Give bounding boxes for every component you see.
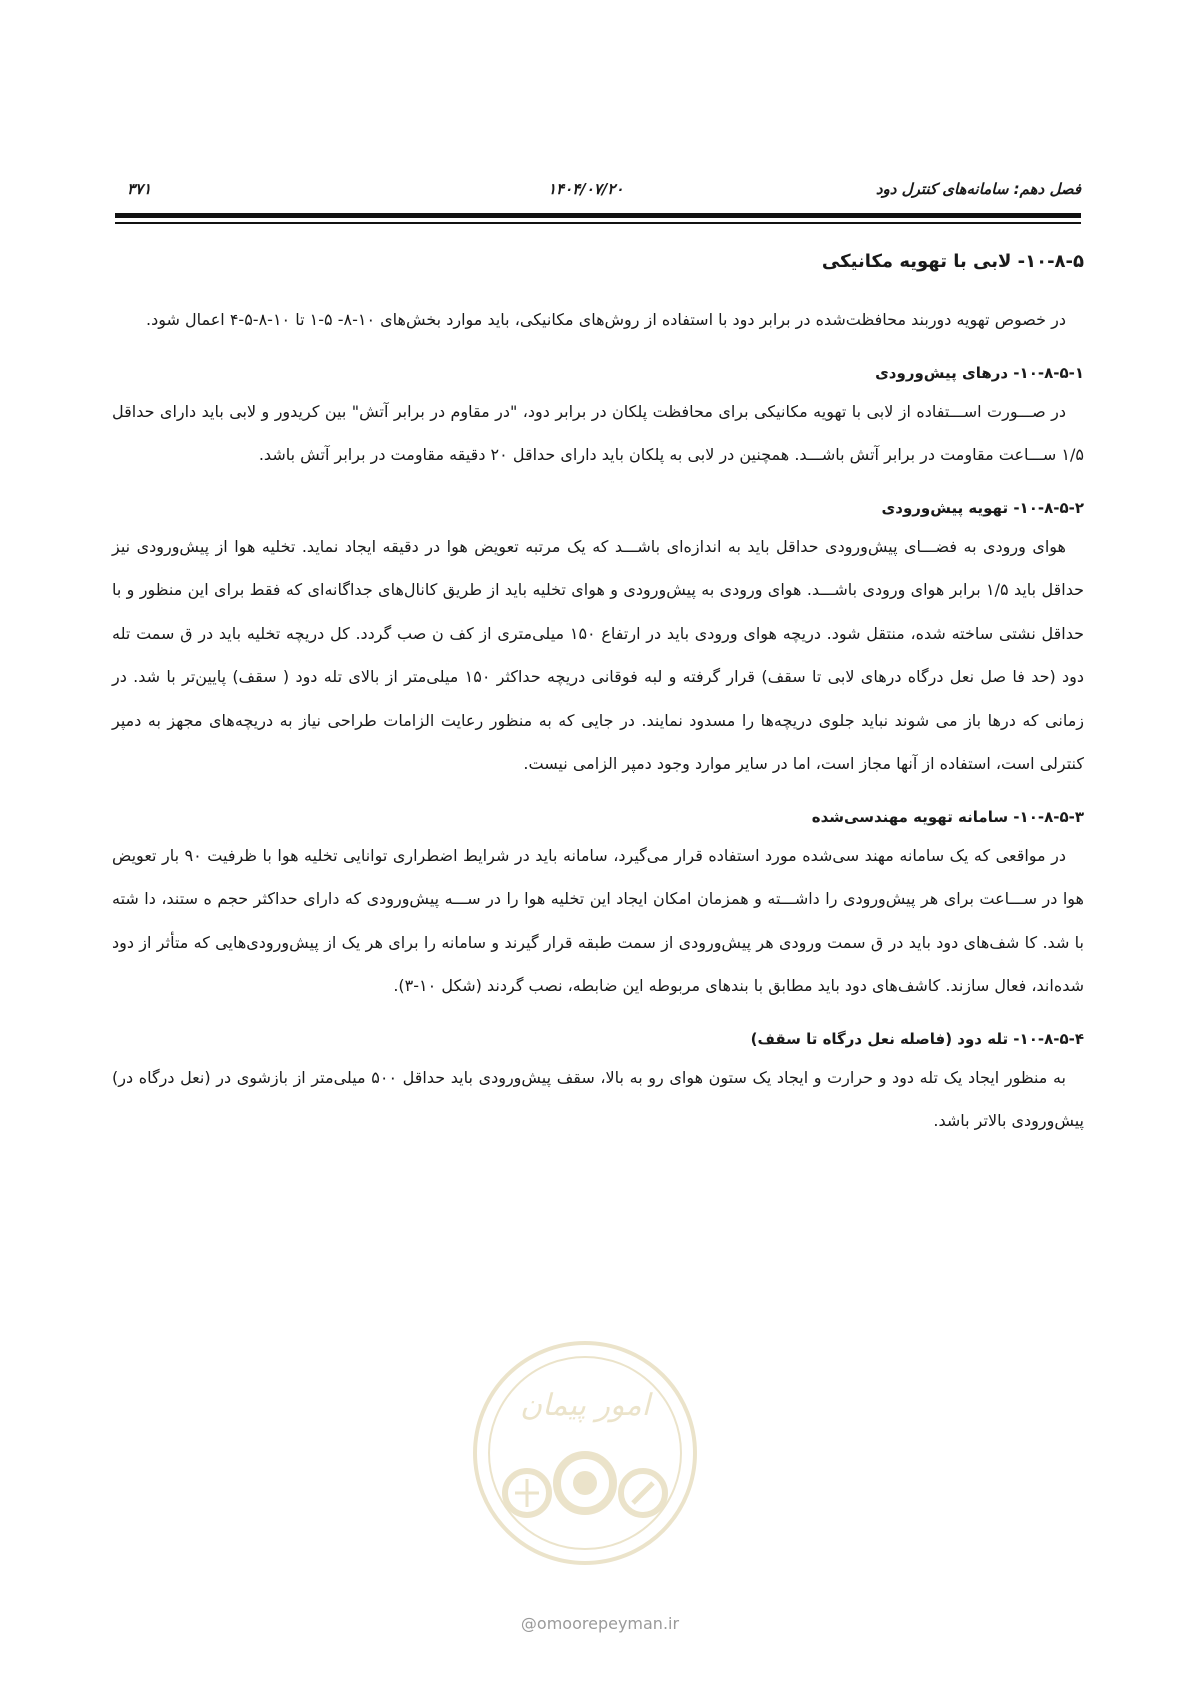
tool-icon [621,1471,665,1515]
scales-icon [505,1471,549,1515]
document-body [112,248,1084,1143]
page-number: ۳۷۱ [127,180,152,198]
subsection-title-3: ۱۰-۸-۵-۳- سامانه تهویه مهندسی‌شده [811,807,1084,826]
header-rule-thick [115,213,1081,218]
section-intro: در خصوص تهویه دوربند محافظت‌شده در برابر دود با استفاده از روش‌های مکانیکی، باید موارد بخش‌های ۱۰-۸- ۵-۱ تا ۱۰-۸-۵-۴ اعمال شود. [146,310,1066,329]
subsection-text-2: هوای ورودی به فضـــای پیش‌ورودی حداقل باید به اندازه‌ای باشـــد که یک مرتبه تعویض هوا در دقیقه ایجاد نماید. تخلیه هوا از پیش‌ورودی نیز حداقل باید ۱/۵ برابر هوای ورودی باشـــد. هوای ورودی به پیش‌ورودی و هوای تخلیه باید از طریق کانال‌های جداگانه‌ای که فقط برای این منظور و با حداقل نشتی ساخته شده، منتقل شود. دریچه هوای ورودی باید در ارتفاع ۱۵۰ میلی‌متری از کف ن صب گردد. کل دریچه تخلیه باید در ق سمت تله دود (حد فا صل نعل درگاه درهای لابی تا سقف) قرار گرفته و لبه فوقانی دریچه حداکثر ۱۵۰ میلی‌متر از بالای تله دود ( سقف) پایین‌تر با شد. در زمانی که درها باز می شوند نباید جلوی دریچه‌ها را مسدود نمایند. در جایی که به منظور رعایت الزامات طراحی نیاز به دریچه‌های مجهز به دمپر کنترلی است، استفاده از آنها مجاز است، اما در سایر موارد وجود دمپر الزامی نیست. [112,536,1085,773]
chapter-title: فصل دهم: سامانه‌های کنترل دود [875,180,1081,198]
header-date: ۱۴۰۴/۰۷/۲۰ [548,180,624,198]
watermark-logo [465,1333,705,1573]
subsection-title-1: ۱۰-۸-۵-۱- درهای پیش‌ورودی [875,363,1084,382]
watermark-url: @omoorepeyman.ir [520,1614,680,1633]
watermark-logo-text: امور پیمان [520,1388,650,1423]
subsection-title-4: ۱۰-۸-۵-۴- تله دود (فاصله نعل درگاه تا سقف) [750,1029,1084,1048]
header-rule-thin [115,222,1081,224]
running-header [115,180,1081,208]
subsection-text-3: در مواقعی که یک سامانه مهند سی‌شده مورد استفاده قرار می‌گیرد، سامانه باید در شرایط اضطراری توانایی تخلیه هوا با ظرفیت ۹۰ بار تعویض هوا در ســـاعت برای هر پیش‌ورودی را داشـــته و همزمان امکان ایجاد این تخلیه هوا را در ســـه پیش‌ورودی که دارای حداکثر حجم ه ستند، دا شته با شد. کا شف‌های دود باید در ق سمت ورودی هر پیش‌ورودی از سمت طبقه قرار گیرند و سامانه را برای هر یک از پیش‌ورودی‌هایی که متأثر از دود شده‌اند، فعال سازند. کاشف‌های دود باید مطابق با بندهای مربوطه این ضابطه، نصب گردند (شکل ۱۰-۳). [112,845,1084,995]
section-title: ۱۰-۸-۵- لابی با تهویه مکانیکی [821,251,1084,272]
subsection-title-2: ۱۰-۸-۵-۲- تهویه پیش‌ورودی [881,498,1084,517]
subsection-text-1: در صـــورت اســـتفاده از لابی با تهویه مکانیکی برای محافظت پلکان در برابر دود، "در مقاوم در برابر آتش" بین کریدور و لابی باید دارای حداقل ۱/۵ ســـاعت مقاومت در برابر آتش باشـــد. همچنین در لابی به پلکان باید دارای حداقل ۲۰ دقیقه مقاومت در برابر آتش باشد. [112,401,1084,464]
subsection-text-4: به منظور ایجاد یک تله دود و حرارت و ایجاد یک ستون هوای رو به بالا، سقف پیش‌ورودی باید حداقل ۵۰۰ میلی‌متر از بازشوی در (نعل درگاه در) پیش‌ورودی بالاتر باشد. [112,1067,1084,1130]
gear-icon [557,1455,613,1511]
